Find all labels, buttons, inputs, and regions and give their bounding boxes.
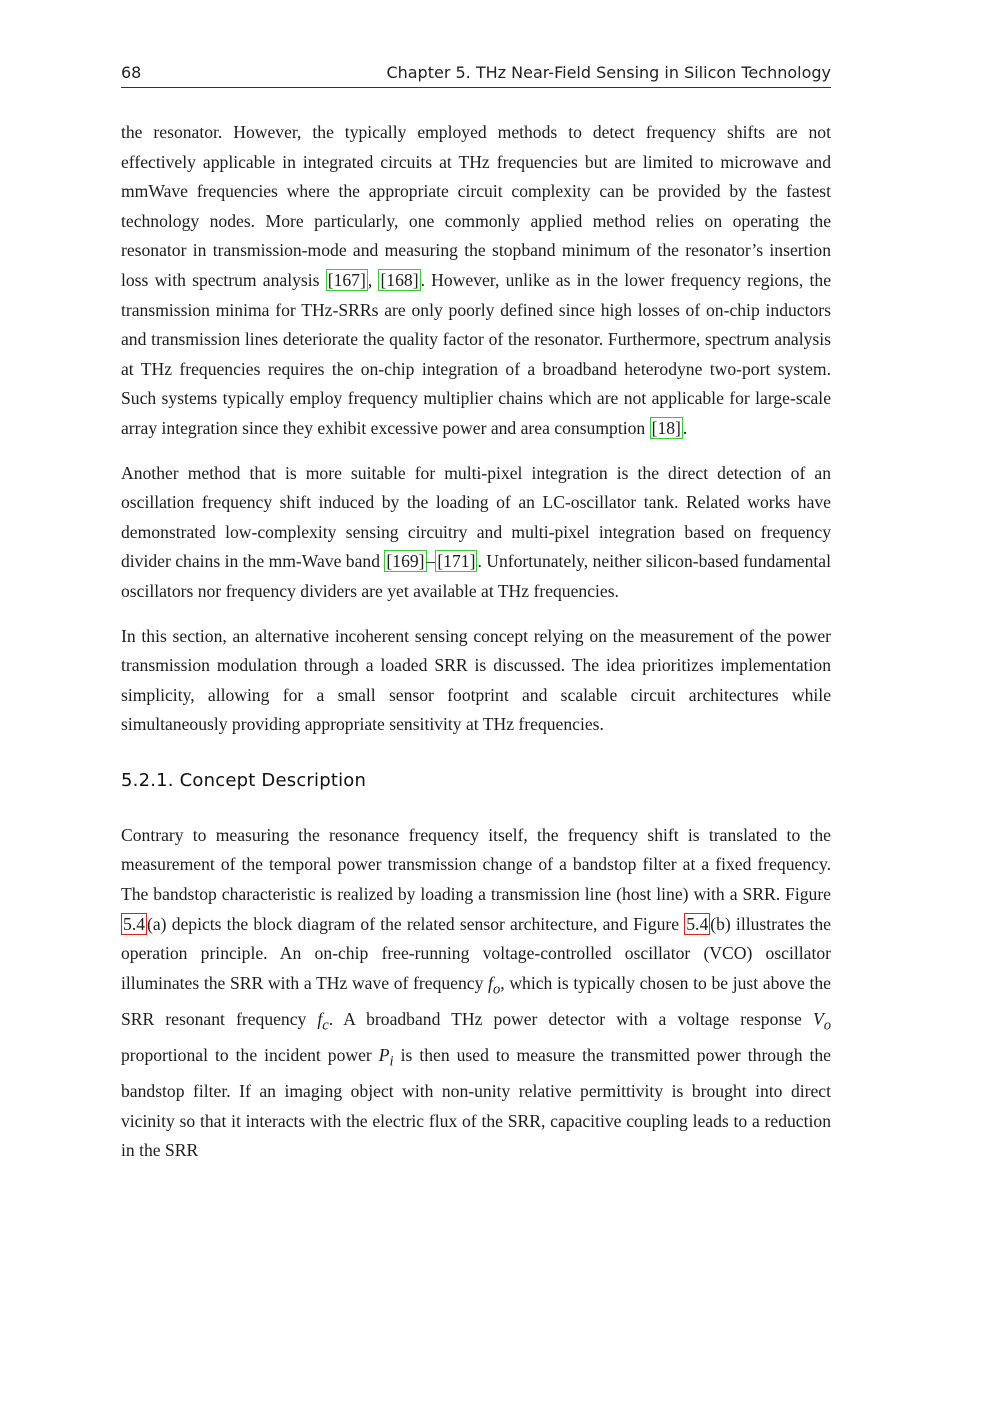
symbol-fo: $f_o$ — [488, 972, 501, 998]
citation-168[interactable]: [168] — [380, 269, 419, 290]
figure-ref-5-4b[interactable]: 5.4 — [686, 913, 709, 934]
paragraph-1: the resonator. However, the typically employed methods to detect frequency shifts are not effectively applicable in integrated circuits at THz frequencies but are limited to microwave and mmWave frequencies where the appropriate circuit complexity can be provided by the fastest technology nodes. More particularly, one commonly applied method relies on operating the resonator in transmission-mode and measuring the stopband minimum of the resonator’s insertion loss with spectrum analysis [167] , [168] . However, unlike as in the lower frequency regions, the transmission minima for THz-SRRs are only poorly defined since high losses of on-chip inductors and transmission lines deteriorate the quality factor of the resonator. Furthermore, spectrum analysis at THz frequencies requires the on-chip integration of a broadband heterodyne two-port system. Such systems typically employ frequency multiplier chains which are not applicable for large-scale array integration since they exhibit excessive power and area consumption [18] . — [121, 122, 832, 438]
symbol-fc: $f_c$ — [317, 1008, 329, 1034]
paragraph-3: In this section, an alternative incoherent sensing concept relying on the measurement of the power transmission modulation through a loaded SRR is discussed. The idea prioritizes implementation simplicity, allowing for a small sensor footprint and scalable circuit architectures while simultaneously providing appropriate sensitivity at THz frequencies. — [121, 625, 831, 735]
chapter-title: Chapter 5. THz Near-Field Sensing in Silicon Technology — [386, 63, 831, 82]
symbol-vo: $V_o$ — [812, 1008, 832, 1034]
section-heading: 5.2.1. Concept Description — [121, 769, 367, 791]
page-header — [121, 63, 831, 88]
citation-18[interactable]: [18] — [651, 417, 681, 438]
paragraph-2: Another method that is more suitable for multi-pixel integration is the direct detection of an oscillation frequency shift induced by the loading of an LC-oscillator tank. Related works have demonstrated low-complexity sensing circuitry and multi-pixel integration based on frequency divider chains in the mm-Wave band [169] – [171] . Unfortunately, neither silicon-based fundamental oscillators nor frequency dividers are yet available at THz frequencies. — [121, 462, 831, 601]
page-body — [121, 118, 831, 1181]
paragraph-4: Contrary to measuring the resonance frequency itself, the frequency shift is translated to the measurement of the temporal power transmission change of a bandstop filter at a fixed frequency. The bandstop characteristic is realized by loading a transmission line (host line) with a SRR. Figure 5.4 (a) depicts the block diagram of the related sensor architecture, and Figure 5.4 (b) illustrates the operation principle. An on-chip free-running voltage-controlled oscillator (VCO) oscillator illuminates the SRR with a THz wave of frequency $f_o$, which is typically chosen to be just above the SRR resonant frequency $f_c$. A broadband THz power detector with a voltage response $V_o$ proportional to the incident power $P_i$ is then used to measure the transmitted power through the bandstop filter. If an imaging object with non-unity relative permittivity is brought into direct vicinity so that it interacts with the electric flux of the SRR, capacitive coupling leads to a reduction in the SRR — [121, 824, 832, 1161]
citation-169[interactable]: [169] — [386, 551, 425, 572]
page-number: 68 — [121, 63, 142, 82]
figure-ref-5-4a[interactable]: 5.4 — [123, 913, 145, 934]
citation-167[interactable]: [167] — [327, 269, 366, 290]
citation-171[interactable]: [171] — [437, 551, 476, 572]
symbol-pi: $P_i$ — [378, 1045, 394, 1070]
